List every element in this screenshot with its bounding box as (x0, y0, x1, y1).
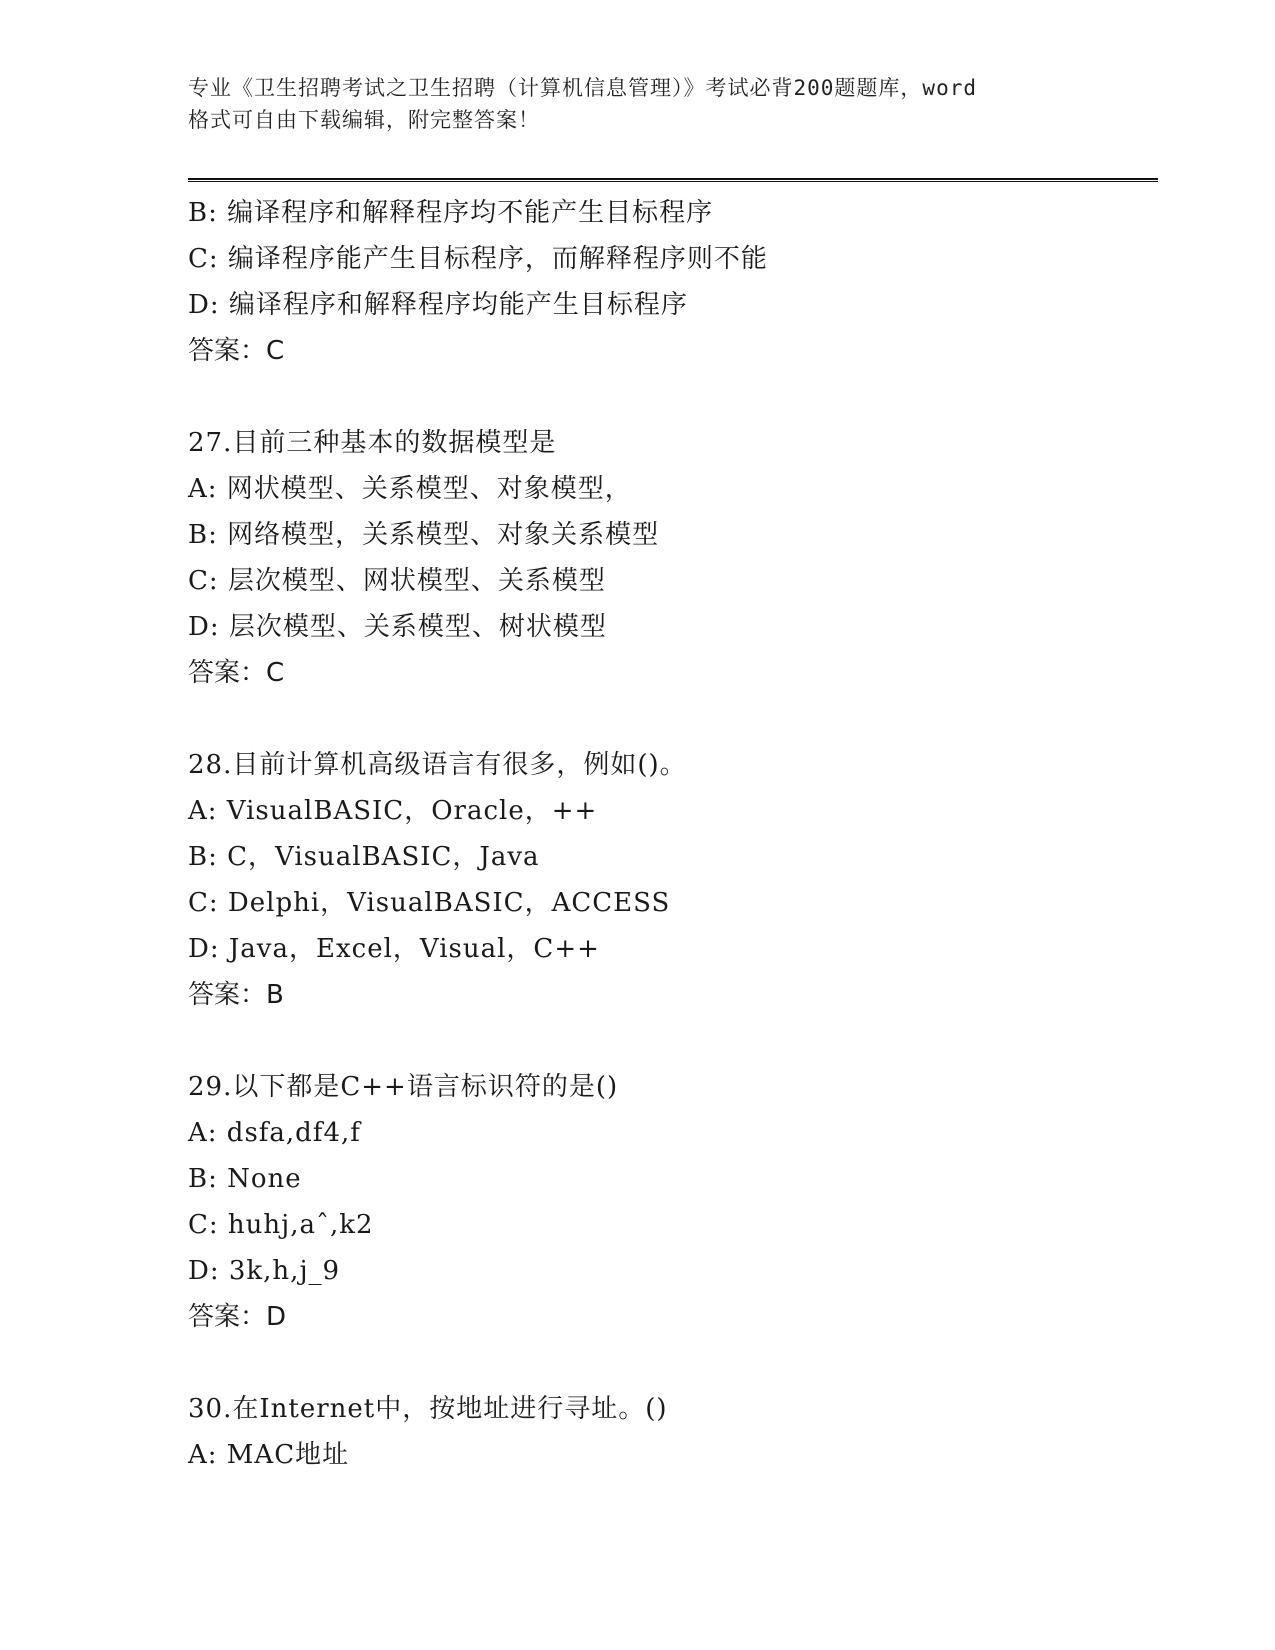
spacer (188, 1340, 1148, 1386)
option-d: D: 3k,h,j_9 (188, 1256, 341, 1286)
spacer (188, 696, 1148, 742)
option-d: D: 层次模型、关系模型、树状模型 (188, 612, 607, 642)
option-c: C: 编译程序能产生目标程序，而解释程序则不能 (188, 244, 768, 274)
option-c: C: huhj,aˆ,k2 (188, 1210, 374, 1240)
option-a: A: dsfa,df4,f (188, 1118, 361, 1148)
question-list (188, 190, 1148, 1478)
option-b: B: 网络模型，关系模型、对象关系模型 (188, 520, 660, 550)
option-a: A: 网状模型、关系模型、对象模型， (188, 474, 632, 504)
spacer (188, 1018, 1148, 1064)
option-c: C: 层次模型、网状模型、关系模型 (188, 566, 606, 596)
option-a: A: MAC地址 (188, 1440, 350, 1470)
spacer (188, 374, 1148, 420)
header-line-2: 格式可自由下载编辑，附完整答案！ (188, 108, 540, 132)
question-26-tail (188, 190, 1148, 374)
question-29 (188, 1064, 1148, 1340)
answer: 答案：D (188, 1302, 287, 1332)
option-a: A: VisualBASIC，Oracle，++ (188, 796, 598, 826)
document-header (188, 72, 1088, 136)
answer: 答案：C (188, 336, 285, 366)
question-28 (188, 742, 1148, 1018)
question-text: 28.目前计算机高级语言有很多，例如()。 (188, 750, 687, 780)
option-b: B: None (188, 1164, 302, 1194)
option-b: B: C，VisualBASIC，Java (188, 842, 540, 872)
question-text: 29.以下都是C++语言标识符的是() (188, 1072, 619, 1102)
option-d: D: 编译程序和解释程序均能产生目标程序 (188, 290, 688, 320)
answer: 答案：C (188, 658, 285, 688)
option-d: D: Java，Excel，Visual，C++ (188, 934, 600, 964)
question-30 (188, 1386, 1148, 1478)
question-text: 30.在Internet中，按地址进行寻址。() (188, 1394, 668, 1424)
option-c: C: Delphi，VisualBASIC，ACCESS (188, 888, 671, 918)
option-b: B: 编译程序和解释程序均不能产生目标程序 (188, 198, 714, 228)
question-27 (188, 420, 1148, 696)
question-text: 27.目前三种基本的数据模型是 (188, 428, 557, 458)
answer: 答案：B (188, 980, 284, 1010)
header-line-1: 专业《卫生招聘考试之卫生招聘（计算机信息管理）》考试必背200题题库，word (188, 76, 977, 100)
header-divider (188, 178, 1158, 182)
